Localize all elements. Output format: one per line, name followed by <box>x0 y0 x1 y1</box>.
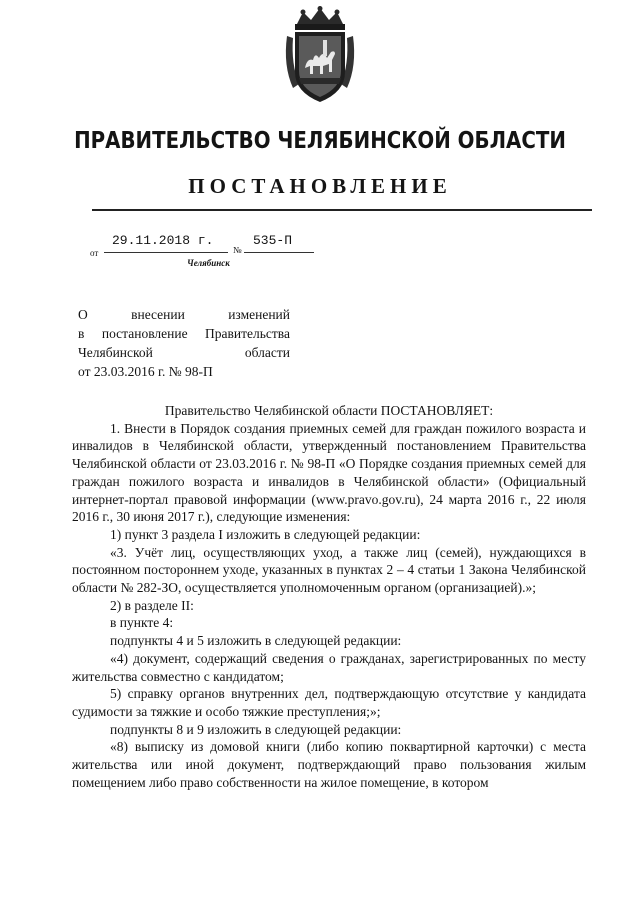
body-paragraph: «3. Учёт лиц, осуществляющих уход, а также лиц (семей), нуждающихся в постоянном постороннем уходе, указанных в пунктах 2 – 4 статьи 1 Закона Челябинской области № 282-ЗО, осуществляется уполномоченным органом (организацией).»; <box>72 544 586 596</box>
subject-line: Челябинской области <box>78 345 290 360</box>
body-paragraph: 2) в разделе II: <box>110 597 194 613</box>
city-label: Челябинск <box>187 258 230 268</box>
number-label: № <box>233 245 242 255</box>
subject-line: О внесении изменений <box>78 307 290 322</box>
document-type: ПОСТАНОВЛЕНИЕ <box>188 174 452 198</box>
body-paragraph: 1. Внести в Порядок создания приемных семей для граждан пожилого возраста и инвалидов в Челябинской области, утвержденный постановлением Правительства Челябинской области от 23.03.2016 г. № 98-П «О Порядке создания приемных семей для граждан пожилого возраста и инвалидов в Челябинской области» (Официальный интернет-портал правовой информации (www.pravo.gov.ru), 24 марта 2016 г., 22 июля 2016 г., 30 июня 2017 г.), следующие изменения: <box>72 420 586 525</box>
date-prefix-label: от <box>90 248 99 258</box>
document-body <box>72 402 586 791</box>
body-paragraph: подпункты 8 и 9 изложить в следующей редакции: <box>110 721 402 737</box>
header-divider <box>92 209 592 211</box>
body-paragraph: подпункты 4 и 5 изложить в следующей редакции: <box>110 633 402 649</box>
preamble: Правительство Челябинской области ПОСТАНОВЛЯЕТ: <box>164 403 494 418</box>
chelyabinsk-coat-of-arms-icon <box>283 6 357 106</box>
date-underline <box>104 252 228 253</box>
document-number: 535-П <box>253 233 293 248</box>
body-paragraph: в пункте 4: <box>110 615 174 631</box>
number-underline <box>244 252 314 253</box>
body-paragraph: 1) пункт 3 раздела I изложить в следующей редакции: <box>110 526 421 542</box>
body-paragraph: «8) выписку из домовой книги (либо копию поквартирной карточки) с места жительства или иной документ, подтверждающий право пользования жилым помещением либо право собственности на жилое помещение, в котором <box>72 739 586 790</box>
coat-of-arms-emblem <box>283 6 357 106</box>
body-paragraph: «4) документ, содержащий сведения о гражданах, зарегистрированных по месту жительства совместно с кандидатом; <box>72 650 586 684</box>
body-paragraph: 5) справку органов внутренних дел, подтверждающую отсутствие у кандидата судимости за тяжкие и особо тяжкие преступления;»; <box>72 686 586 719</box>
government-title: ПРАВИТЕЛЬСТВО ЧЕЛЯБИНСКОЙ ОБЛАСТИ <box>74 128 566 154</box>
document-date: 29.11.2018 г. <box>112 233 214 248</box>
subject-line: в постановление Правительства <box>78 326 290 341</box>
document-subject <box>78 305 290 381</box>
subject-line: от 23.03.2016 г. № 98-П <box>78 364 213 379</box>
